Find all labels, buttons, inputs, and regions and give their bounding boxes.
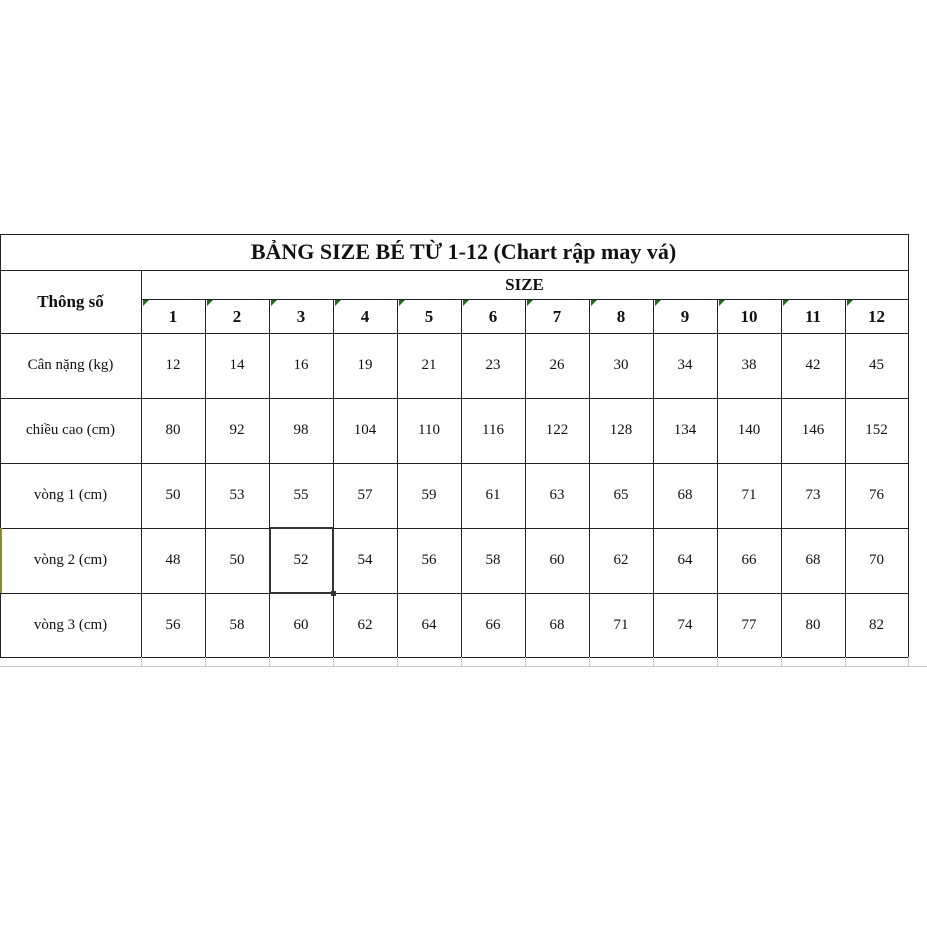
table-cell[interactable]: 50 [229, 552, 245, 568]
size-col-header[interactable]: 11 [804, 306, 822, 326]
table-cell[interactable]: 52 [293, 552, 309, 568]
table-cell[interactable]: 80 [805, 616, 821, 633]
selected-cell-border[interactable] [269, 527, 334, 594]
table-cell[interactable]: 63 [549, 487, 565, 503]
table-cell[interactable]: 60 [549, 552, 565, 568]
table-cell[interactable]: 59 [421, 487, 437, 503]
error-indicator [847, 300, 853, 306]
table-cell[interactable]: 19 [357, 357, 373, 373]
table-cell[interactable]: 116 [482, 422, 504, 438]
table-cell[interactable]: 26 [549, 357, 565, 373]
table-cell[interactable]: 21 [421, 357, 437, 373]
table-cell[interactable]: 61 [485, 487, 501, 503]
table-cell[interactable]: 55 [293, 487, 309, 503]
table-cell[interactable]: 82 [869, 616, 884, 633]
error-indicator [783, 300, 789, 306]
table-cell[interactable]: 60 [293, 616, 309, 633]
table-cell[interactable]: 34 [677, 357, 693, 373]
table-cell[interactable]: 122 [545, 422, 569, 438]
size-col-header[interactable]: 4 [360, 306, 370, 326]
table-cell[interactable]: 12 [165, 357, 181, 373]
table-cell[interactable]: 50 [165, 487, 181, 503]
size-col-header[interactable]: 3 [296, 306, 306, 326]
table-cell[interactable]: 38 [741, 357, 757, 373]
size-col-header[interactable]: 10 [740, 306, 758, 326]
table-cell[interactable]: 66 [485, 616, 501, 633]
table-cell[interactable]: 62 [357, 616, 373, 633]
table-cell[interactable]: 73 [805, 487, 821, 503]
error-indicator [655, 300, 661, 306]
table-cell[interactable]: 30 [613, 357, 629, 373]
size-col-header[interactable]: 6 [488, 306, 498, 326]
table-cell[interactable]: 16 [293, 357, 309, 373]
table-cell[interactable]: 66 [741, 552, 757, 568]
table-cell[interactable]: 68 [805, 552, 821, 568]
grid-line [0, 666, 927, 667]
table-cell[interactable]: 57 [357, 487, 373, 503]
table-cell[interactable]: 146 [801, 422, 825, 438]
error-indicator [719, 300, 725, 306]
size-col-header[interactable]: 7 [552, 306, 562, 326]
row-label[interactable]: vòng 3 (cm) [33, 616, 108, 633]
table-cell[interactable]: 62 [613, 552, 629, 568]
table-cell[interactable]: 134 [673, 422, 697, 438]
table-cell[interactable]: 128 [609, 422, 633, 438]
table-cell[interactable]: 23 [485, 357, 501, 373]
table-cell[interactable]: 98 [293, 422, 309, 438]
error-indicator [271, 300, 277, 306]
table-title: BẢNG SIZE BÉ TỪ 1-12 (Chart rập may vá) [250, 239, 677, 264]
table-cell[interactable]: 58 [485, 552, 501, 568]
error-indicator [143, 300, 149, 306]
size-col-header[interactable]: 5 [424, 306, 434, 326]
table-cell[interactable]: 74 [677, 616, 693, 633]
row-label[interactable]: chiều cao (cm) [25, 422, 116, 438]
table-cell[interactable]: 65 [613, 487, 629, 503]
table-cell[interactable]: 14 [229, 357, 245, 373]
size-col-header[interactable]: 8 [616, 306, 626, 326]
table-cell[interactable]: 92 [229, 422, 245, 438]
error-indicator [335, 300, 341, 306]
table-cell[interactable]: 152 [865, 422, 888, 438]
table-cell[interactable]: 56 [165, 616, 181, 633]
size-col-header[interactable]: 12 [868, 306, 885, 326]
size-col-header[interactable]: 9 [680, 306, 690, 326]
table-cell[interactable]: 68 [549, 616, 565, 633]
grid-line [0, 657, 908, 658]
table-cell[interactable]: 140 [737, 422, 761, 438]
table-cell[interactable]: 110 [418, 422, 440, 438]
size-header[interactable]: SIZE [505, 275, 544, 294]
row-label[interactable]: Cân nặng (kg) [27, 357, 114, 373]
table-cell[interactable]: 54 [357, 552, 373, 568]
table-cell[interactable]: 42 [805, 357, 821, 373]
row-edge-mark [0, 528, 2, 593]
fill-handle[interactable] [331, 591, 336, 596]
error-indicator [591, 300, 597, 306]
table-cell[interactable]: 77 [741, 616, 757, 633]
table-cell[interactable]: 104 [353, 422, 377, 438]
error-indicator [399, 300, 405, 306]
table-cell[interactable]: 71 [613, 616, 629, 633]
grid-line [0, 270, 908, 271]
error-indicator [463, 300, 469, 306]
table-cell[interactable]: 64 [677, 552, 693, 568]
row-label[interactable]: vòng 1 (cm) [33, 487, 108, 503]
grid-line [0, 234, 908, 235]
table-cell[interactable]: 71 [741, 487, 757, 503]
param-header[interactable]: Thông số [37, 291, 104, 311]
error-indicator [207, 300, 213, 306]
table-cell[interactable]: 76 [869, 487, 884, 503]
grid-line [908, 234, 909, 657]
table-cell[interactable]: 64 [421, 616, 437, 633]
size-col-header[interactable]: 1 [168, 306, 178, 326]
size-col-header[interactable]: 2 [232, 306, 242, 326]
table-cell[interactable]: 70 [869, 552, 884, 568]
table-cell[interactable]: 45 [869, 357, 884, 373]
table-cell[interactable]: 56 [421, 552, 437, 568]
table-cell[interactable]: 80 [165, 422, 181, 438]
table-cell[interactable]: 58 [229, 616, 245, 633]
table-cell[interactable]: 48 [165, 552, 181, 568]
table-cell[interactable]: 68 [677, 487, 693, 503]
error-indicator [527, 300, 533, 306]
row-label[interactable]: vòng 2 (cm) [33, 552, 108, 568]
table-cell[interactable]: 53 [229, 487, 245, 503]
